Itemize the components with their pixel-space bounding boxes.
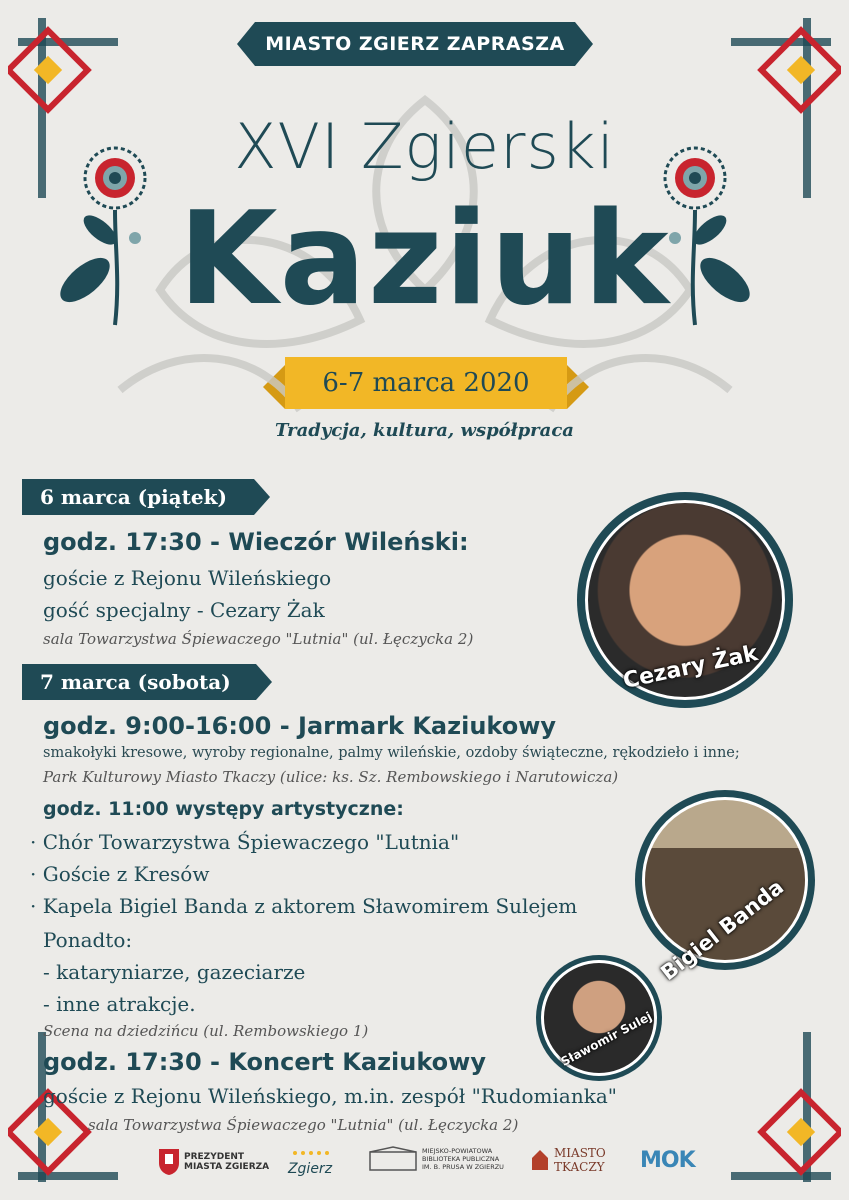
performer-item-label: Kapela Bigiel Banda z aktorem Sławomirem Sulejem [42,894,578,918]
fair-title: godz. 9:00-16:00 - Jarmark Kaziukowy [43,712,557,740]
tagline: Tradycja, kultura, współpraca [275,420,574,441]
stars-icon [290,1148,330,1158]
bigiel-banda-caption: Bigiel Banda [656,874,789,986]
concert-title: godz. 17:30 - Koncert Kaziukowy [43,1048,486,1076]
day2-tag [22,664,256,700]
performer-item: · Kapela Bigiel Banda z aktorem Sławomirem Sulejem [30,894,578,918]
library-building-icon [368,1146,418,1172]
logo-mok: MOK [640,1148,695,1173]
logo-zgierz [280,1148,340,1177]
fair-description: smakołyki kresowe, wyroby regionalne, palmy wileńskie, ozdoby świąteczne, rękodzieło i inne; [43,745,740,761]
day1-tag [22,479,254,515]
concert-venue: sala Towarzystwa Śpiewaczego "Lutnia" (ul. Łęczycka 2) [88,1116,519,1134]
date-banner [285,357,567,409]
logo-biblioteka-line1: MIEJSKO-POWIATOWA [422,1147,493,1155]
logo-prezydent [158,1148,269,1176]
performer-item-label: Goście z Kresów [42,862,210,886]
logo-tkaczy-line1: MIASTO [554,1146,606,1160]
corner-ornament-bottom-right [721,1032,841,1192]
date-text: 6-7 marca 2020 [322,368,530,398]
stage-venue: Scena na dziedzińcu (ul. Rembowskiego 1) [43,1022,369,1040]
day1-line2: gość specjalny - Cezary Żak [43,598,325,622]
performer-item: · Chór Towarzystwa Śpiewaczego "Lutnia" [30,830,460,854]
extra-item: - kataryniarze, gazeciarze [43,960,306,984]
fair-venue: Park Kulturowy Miasto Tkaczy (ulice: ks. Sz. Rembowskiego i Narutowicza) [43,768,619,786]
logo-prezydent-line1: PREZYDENT [184,1152,245,1162]
city-crest-icon [158,1148,180,1176]
extra-item: - inne atrakcje. [43,992,196,1016]
title-main: Kaziuk [178,185,671,334]
concert-description: goście z Rejonu Wileńskiego, m.in. zespół "Rudomianka" [43,1084,617,1108]
logo-zgierz-text: Zgierz [287,1161,333,1177]
logo-tkaczy-line2: TKACZY [554,1160,605,1174]
day1-line1: goście z Rejonu Wileńskiego [43,566,332,590]
performer-item: · Goście z Kresów [30,862,210,886]
day1-venue: sala Towarzystwa Śpiewaczego "Lutnia" (ul. Łęczycka 2) [43,630,474,648]
title-line1: XVI Zgierski [234,110,615,183]
slawomir-sulej-caption: Sławomir Sulej [558,1009,655,1069]
logo-biblioteka-line2: BIBLIOTEKA PUBLICZNA [422,1155,500,1163]
logo-prezydent-line2: MIASTA ZGIERZA [184,1162,270,1172]
performer-item-label: Chór Towarzystwa Śpiewaczego "Lutnia" [42,830,460,854]
logo-miasto-tkaczy [530,1146,606,1174]
day2-tag-label: 7 marca (sobota) [40,670,231,694]
day1-tag-label: 6 marca (piątek) [40,485,227,509]
performances-title: godz. 11:00 występy artystyczne: [43,798,404,820]
extras-title: Ponadto: [43,928,133,952]
header-banner-text: MIASTO ZGIERZ ZAPRASZA [265,33,565,55]
cezary-zak-caption: Cezary Żak [620,641,761,694]
logo-biblioteka-line3: IM. B. PRUSA W ZGIERZU [422,1163,504,1171]
logo-biblioteka [368,1146,504,1172]
header-banner [255,22,575,66]
house-icon [530,1148,550,1172]
day1-event-title: godz. 17:30 - Wieczór Wileński: [43,528,469,556]
